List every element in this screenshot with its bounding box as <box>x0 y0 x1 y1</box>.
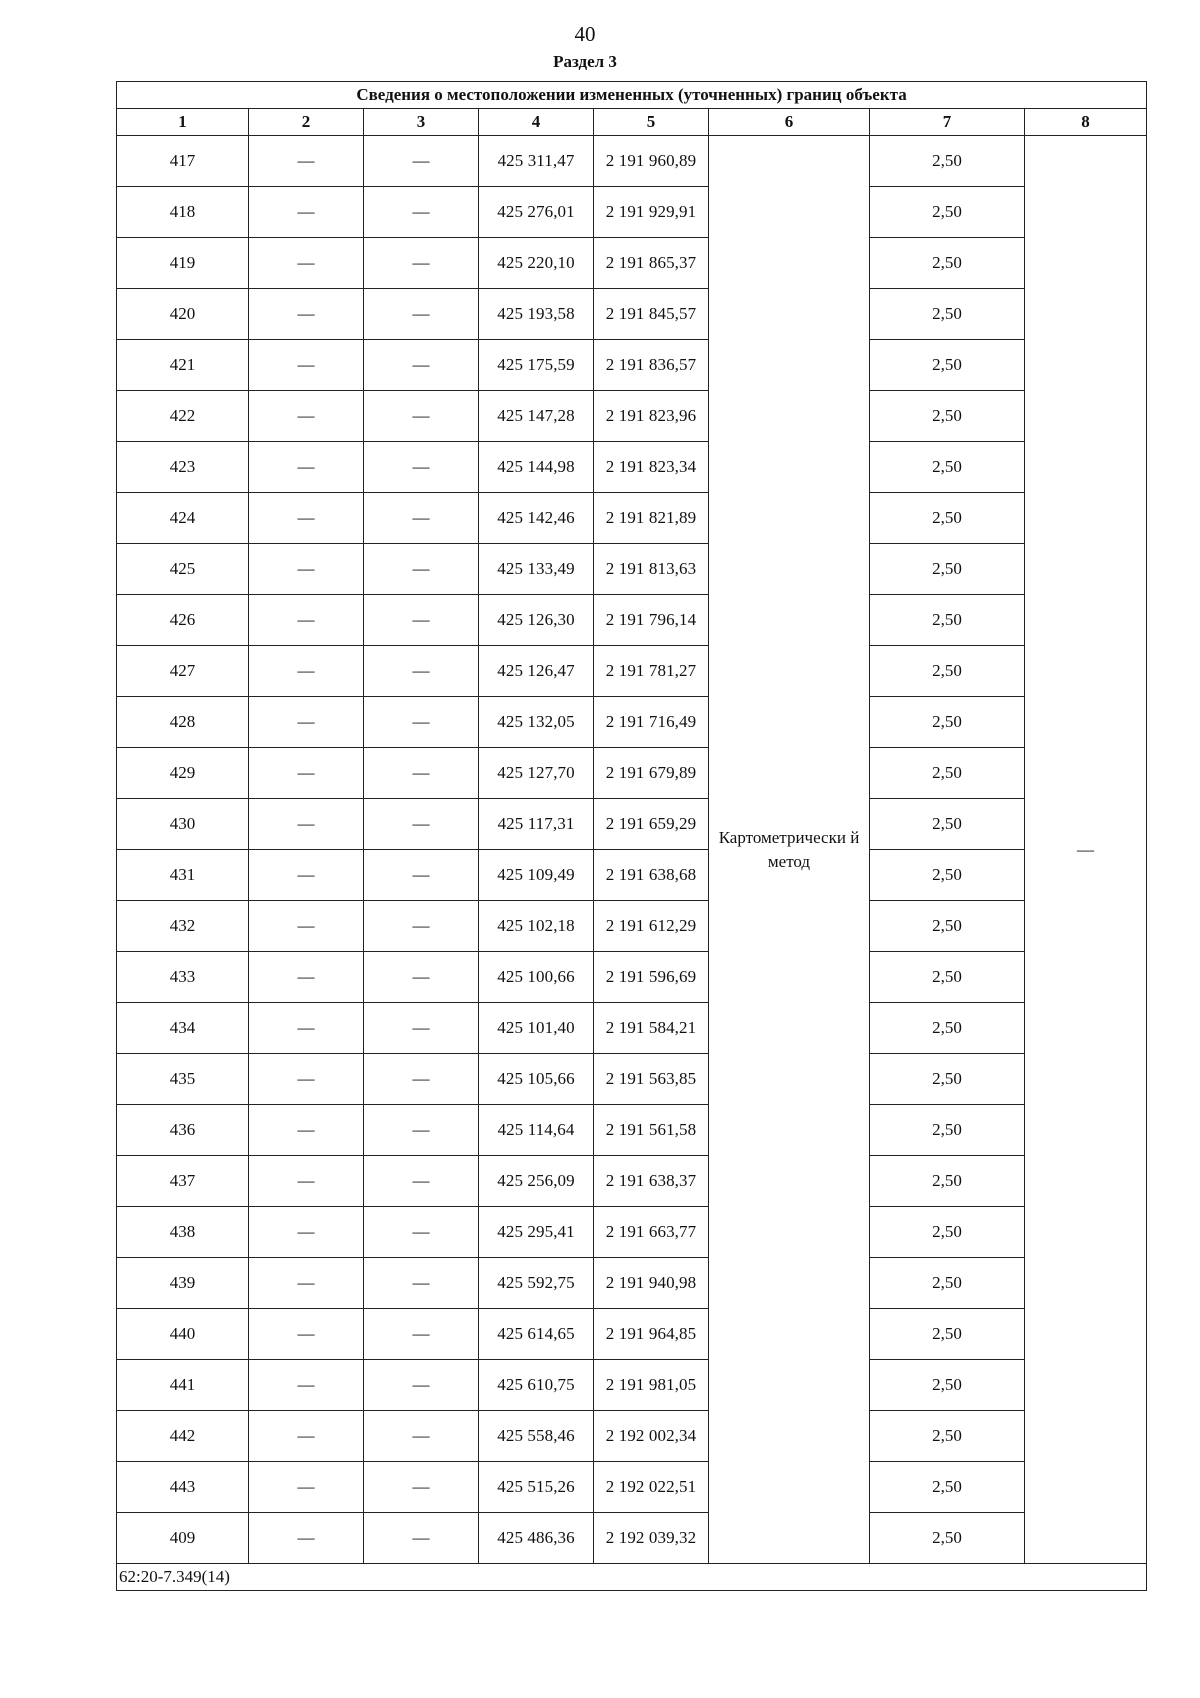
point-number-cell: 423 <box>117 442 249 493</box>
column-2-cell: — <box>249 1003 364 1054</box>
column-2-cell: — <box>249 646 364 697</box>
y-coordinate-cell: 2 191 638,37 <box>594 1156 709 1207</box>
y-coordinate-cell: 2 191 940,98 <box>594 1258 709 1309</box>
column-header: 2 <box>249 109 364 136</box>
column-2-cell: — <box>249 748 364 799</box>
x-coordinate-cell: 425 592,75 <box>479 1258 594 1309</box>
table-row <box>117 1105 1147 1156</box>
table-row <box>117 1156 1147 1207</box>
accuracy-cell: 2,50 <box>870 493 1025 544</box>
table-row <box>117 901 1147 952</box>
x-coordinate-cell: 425 256,09 <box>479 1156 594 1207</box>
table-row <box>117 595 1147 646</box>
accuracy-cell: 2,50 <box>870 238 1025 289</box>
column-header: 4 <box>479 109 594 136</box>
point-number-cell: 432 <box>117 901 249 952</box>
column-header: 7 <box>870 109 1025 136</box>
column-2-cell: — <box>249 1105 364 1156</box>
x-coordinate-cell: 425 109,49 <box>479 850 594 901</box>
point-number-cell: 440 <box>117 1309 249 1360</box>
x-coordinate-cell: 425 193,58 <box>479 289 594 340</box>
accuracy-cell: 2,50 <box>870 340 1025 391</box>
column-3-cell: — <box>364 493 479 544</box>
column-2-cell: — <box>249 187 364 238</box>
point-number-cell: 417 <box>117 136 249 187</box>
column-2-cell: — <box>249 1156 364 1207</box>
column-3-cell: — <box>364 901 479 952</box>
y-coordinate-cell: 2 191 960,89 <box>594 136 709 187</box>
y-coordinate-cell: 2 191 659,29 <box>594 799 709 850</box>
table-row <box>117 748 1147 799</box>
column-header: 1 <box>117 109 249 136</box>
column-3-cell: — <box>364 238 479 289</box>
accuracy-cell: 2,50 <box>870 850 1025 901</box>
column-3-cell: — <box>364 187 479 238</box>
column-2-cell: — <box>249 1462 364 1513</box>
accuracy-cell: 2,50 <box>870 1003 1025 1054</box>
column-header: 8 <box>1025 109 1147 136</box>
y-coordinate-cell: 2 192 039,32 <box>594 1513 709 1564</box>
column-3-cell: — <box>364 646 479 697</box>
x-coordinate-cell: 425 100,66 <box>479 952 594 1003</box>
table-row <box>117 1360 1147 1411</box>
y-coordinate-cell: 2 191 865,37 <box>594 238 709 289</box>
column-number-row <box>117 109 1147 136</box>
column-2-cell: — <box>249 1513 364 1564</box>
accuracy-cell: 2,50 <box>870 544 1025 595</box>
y-coordinate-cell: 2 191 781,27 <box>594 646 709 697</box>
table-row <box>117 544 1147 595</box>
table-row <box>117 187 1147 238</box>
point-number-cell: 435 <box>117 1054 249 1105</box>
cadastral-number: 62:20-7.349(14) <box>117 1564 1147 1591</box>
x-coordinate-cell: 425 142,46 <box>479 493 594 544</box>
column-3-cell: — <box>364 799 479 850</box>
column-2-cell: — <box>249 1309 364 1360</box>
column-header: 6 <box>709 109 870 136</box>
x-coordinate-cell: 425 276,01 <box>479 187 594 238</box>
x-coordinate-cell: 425 311,47 <box>479 136 594 187</box>
point-number-cell: 422 <box>117 391 249 442</box>
point-number-cell: 441 <box>117 1360 249 1411</box>
y-coordinate-cell: 2 191 796,14 <box>594 595 709 646</box>
point-number-cell: 421 <box>117 340 249 391</box>
page-number: 40 <box>574 22 596 46</box>
column-2-cell: — <box>249 442 364 493</box>
point-number-cell: 419 <box>117 238 249 289</box>
table-row <box>117 1462 1147 1513</box>
column-2-cell: — <box>249 850 364 901</box>
column-3-cell: — <box>364 442 479 493</box>
y-coordinate-cell: 2 192 002,34 <box>594 1411 709 1462</box>
point-number-cell: 442 <box>117 1411 249 1462</box>
section-title: Раздел 3 <box>553 52 617 71</box>
column-header: 3 <box>364 109 479 136</box>
column-3-cell: — <box>364 1513 479 1564</box>
column-2-cell: — <box>249 901 364 952</box>
table-row <box>117 1513 1147 1564</box>
y-coordinate-cell: 2 191 823,34 <box>594 442 709 493</box>
column-3-cell: — <box>364 1207 479 1258</box>
table-row <box>117 799 1147 850</box>
y-coordinate-cell: 2 191 813,63 <box>594 544 709 595</box>
accuracy-cell: 2,50 <box>870 1309 1025 1360</box>
accuracy-cell: 2,50 <box>870 1411 1025 1462</box>
column-2-cell: — <box>249 1411 364 1462</box>
table-row <box>117 493 1147 544</box>
column-3-cell: — <box>364 748 479 799</box>
table-row <box>117 442 1147 493</box>
column-8-cell: — <box>1025 136 1147 1564</box>
accuracy-cell: 2,50 <box>870 1462 1025 1513</box>
column-2-cell: — <box>249 544 364 595</box>
column-3-cell: — <box>364 1054 479 1105</box>
point-number-cell: 433 <box>117 952 249 1003</box>
column-3-cell: — <box>364 391 479 442</box>
x-coordinate-cell: 425 127,70 <box>479 748 594 799</box>
point-number-cell: 431 <box>117 850 249 901</box>
point-number-cell: 434 <box>117 1003 249 1054</box>
column-3-cell: — <box>364 1003 479 1054</box>
point-number-cell: 424 <box>117 493 249 544</box>
x-coordinate-cell: 425 132,05 <box>479 697 594 748</box>
column-3-cell: — <box>364 952 479 1003</box>
y-coordinate-cell: 2 191 638,68 <box>594 850 709 901</box>
y-coordinate-cell: 2 191 823,96 <box>594 391 709 442</box>
column-2-cell: — <box>249 391 364 442</box>
x-coordinate-cell: 425 105,66 <box>479 1054 594 1105</box>
x-coordinate-cell: 425 102,18 <box>479 901 594 952</box>
table-row <box>117 136 1147 187</box>
table-row <box>117 952 1147 1003</box>
point-number-cell: 438 <box>117 1207 249 1258</box>
column-2-cell: — <box>249 493 364 544</box>
x-coordinate-cell: 425 558,46 <box>479 1411 594 1462</box>
column-2-cell: — <box>249 238 364 289</box>
point-number-cell: 428 <box>117 697 249 748</box>
table-caption-row <box>117 82 1147 109</box>
point-number-cell: 439 <box>117 1258 249 1309</box>
x-coordinate-cell: 425 126,47 <box>479 646 594 697</box>
x-coordinate-cell: 425 133,49 <box>479 544 594 595</box>
y-coordinate-cell: 2 191 663,77 <box>594 1207 709 1258</box>
point-number-cell: 418 <box>117 187 249 238</box>
column-3-cell: — <box>364 1258 479 1309</box>
x-coordinate-cell: 425 126,30 <box>479 595 594 646</box>
column-3-cell: — <box>364 595 479 646</box>
column-3-cell: — <box>364 1411 479 1462</box>
x-coordinate-cell: 425 486,36 <box>479 1513 594 1564</box>
y-coordinate-cell: 2 191 929,91 <box>594 187 709 238</box>
column-2-cell: — <box>249 697 364 748</box>
x-coordinate-cell: 425 295,41 <box>479 1207 594 1258</box>
column-2-cell: — <box>249 1360 364 1411</box>
x-coordinate-cell: 425 220,10 <box>479 238 594 289</box>
x-coordinate-cell: 425 117,31 <box>479 799 594 850</box>
boundary-table <box>116 81 1147 1591</box>
table-caption: Сведения о местоположении измененных (уточненных) границ объекта <box>117 82 1147 109</box>
x-coordinate-cell: 425 114,64 <box>479 1105 594 1156</box>
y-coordinate-cell: 2 191 563,85 <box>594 1054 709 1105</box>
x-coordinate-cell: 425 101,40 <box>479 1003 594 1054</box>
table-row <box>117 391 1147 442</box>
accuracy-cell: 2,50 <box>870 748 1025 799</box>
point-number-cell: 437 <box>117 1156 249 1207</box>
table-row <box>117 1309 1147 1360</box>
x-coordinate-cell: 425 614,65 <box>479 1309 594 1360</box>
y-coordinate-cell: 2 191 845,57 <box>594 289 709 340</box>
accuracy-cell: 2,50 <box>870 136 1025 187</box>
y-coordinate-cell: 2 191 836,57 <box>594 340 709 391</box>
accuracy-cell: 2,50 <box>870 289 1025 340</box>
table-row <box>117 1003 1147 1054</box>
column-3-cell: — <box>364 544 479 595</box>
column-3-cell: — <box>364 340 479 391</box>
table-row <box>117 1054 1147 1105</box>
column-header: 5 <box>594 109 709 136</box>
accuracy-cell: 2,50 <box>870 901 1025 952</box>
accuracy-cell: 2,50 <box>870 1207 1025 1258</box>
accuracy-cell: 2,50 <box>870 646 1025 697</box>
table-row <box>117 1411 1147 1462</box>
column-3-cell: — <box>364 1309 479 1360</box>
x-coordinate-cell: 425 175,59 <box>479 340 594 391</box>
accuracy-cell: 2,50 <box>870 442 1025 493</box>
column-2-cell: — <box>249 952 364 1003</box>
accuracy-cell: 2,50 <box>870 952 1025 1003</box>
column-2-cell: — <box>249 1258 364 1309</box>
point-number-cell: 430 <box>117 799 249 850</box>
method-cell: Картометрически й метод <box>709 136 870 1564</box>
accuracy-cell: 2,50 <box>870 1513 1025 1564</box>
table-row <box>117 646 1147 697</box>
y-coordinate-cell: 2 191 596,69 <box>594 952 709 1003</box>
point-number-cell: 436 <box>117 1105 249 1156</box>
accuracy-cell: 2,50 <box>870 697 1025 748</box>
y-coordinate-cell: 2 191 964,85 <box>594 1309 709 1360</box>
column-2-cell: — <box>249 289 364 340</box>
y-coordinate-cell: 2 191 821,89 <box>594 493 709 544</box>
point-number-cell: 427 <box>117 646 249 697</box>
point-number-cell: 420 <box>117 289 249 340</box>
accuracy-cell: 2,50 <box>870 391 1025 442</box>
column-3-cell: — <box>364 1105 479 1156</box>
column-2-cell: — <box>249 1207 364 1258</box>
y-coordinate-cell: 2 191 561,58 <box>594 1105 709 1156</box>
x-coordinate-cell: 425 515,26 <box>479 1462 594 1513</box>
column-2-cell: — <box>249 1054 364 1105</box>
table-footer-row <box>117 1564 1147 1591</box>
y-coordinate-cell: 2 191 981,05 <box>594 1360 709 1411</box>
column-2-cell: — <box>249 799 364 850</box>
column-3-cell: — <box>364 289 479 340</box>
column-2-cell: — <box>249 340 364 391</box>
table-row <box>117 1258 1147 1309</box>
y-coordinate-cell: 2 192 022,51 <box>594 1462 709 1513</box>
column-2-cell: — <box>249 595 364 646</box>
table-row <box>117 340 1147 391</box>
column-3-cell: — <box>364 850 479 901</box>
accuracy-cell: 2,50 <box>870 1105 1025 1156</box>
y-coordinate-cell: 2 191 612,29 <box>594 901 709 952</box>
column-3-cell: — <box>364 1156 479 1207</box>
accuracy-cell: 2,50 <box>870 595 1025 646</box>
point-number-cell: 409 <box>117 1513 249 1564</box>
x-coordinate-cell: 425 147,28 <box>479 391 594 442</box>
column-3-cell: — <box>364 136 479 187</box>
accuracy-cell: 2,50 <box>870 187 1025 238</box>
table-row <box>117 850 1147 901</box>
table-row <box>117 238 1147 289</box>
table-row <box>117 697 1147 748</box>
y-coordinate-cell: 2 191 584,21 <box>594 1003 709 1054</box>
point-number-cell: 429 <box>117 748 249 799</box>
column-3-cell: — <box>364 1462 479 1513</box>
column-2-cell: — <box>249 136 364 187</box>
column-3-cell: — <box>364 697 479 748</box>
point-number-cell: 443 <box>117 1462 249 1513</box>
accuracy-cell: 2,50 <box>870 1258 1025 1309</box>
point-number-cell: 426 <box>117 595 249 646</box>
table-row <box>117 289 1147 340</box>
table-row <box>117 1207 1147 1258</box>
accuracy-cell: 2,50 <box>870 799 1025 850</box>
x-coordinate-cell: 425 144,98 <box>479 442 594 493</box>
column-3-cell: — <box>364 1360 479 1411</box>
accuracy-cell: 2,50 <box>870 1054 1025 1105</box>
y-coordinate-cell: 2 191 679,89 <box>594 748 709 799</box>
y-coordinate-cell: 2 191 716,49 <box>594 697 709 748</box>
point-number-cell: 425 <box>117 544 249 595</box>
x-coordinate-cell: 425 610,75 <box>479 1360 594 1411</box>
accuracy-cell: 2,50 <box>870 1360 1025 1411</box>
accuracy-cell: 2,50 <box>870 1156 1025 1207</box>
